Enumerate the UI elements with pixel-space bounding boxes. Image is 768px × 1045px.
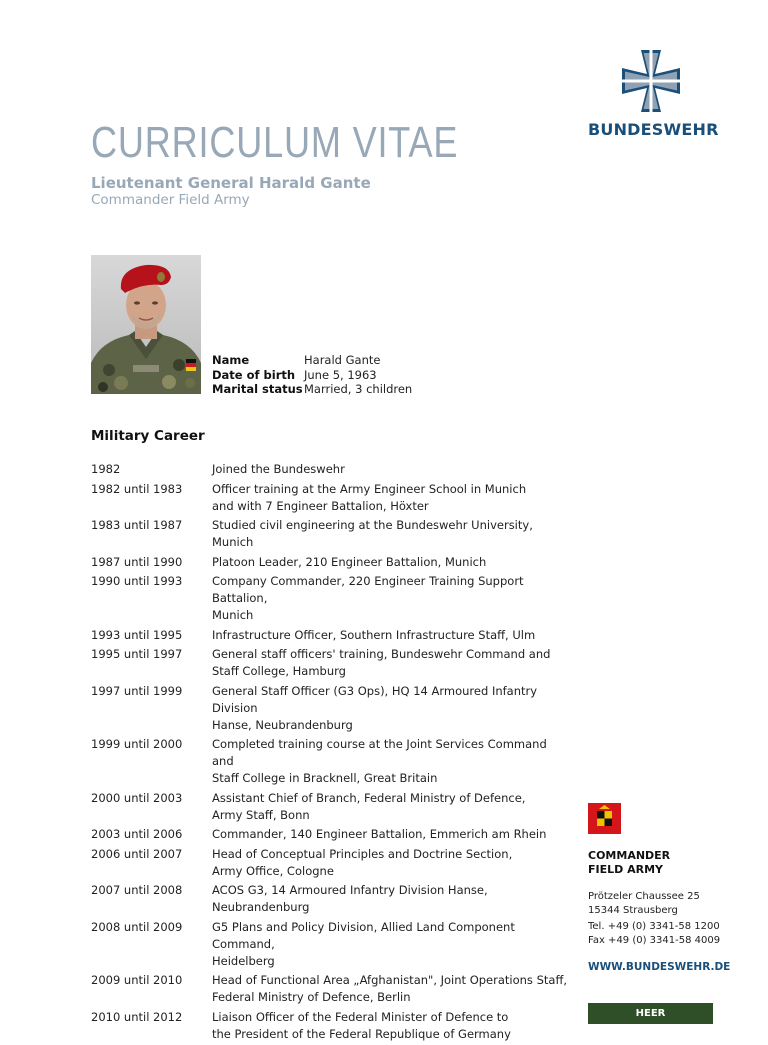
career-description [212, 919, 571, 970]
heer-banner: HEER [588, 1003, 713, 1024]
career-entry [91, 517, 571, 551]
personal-row-marital [212, 382, 412, 397]
career-description-line: Staff College, Hamburg [212, 664, 346, 678]
career-description [212, 846, 571, 880]
career-date: 2006 until 2007 [91, 846, 183, 861]
career-date: 1999 until 2000 [91, 737, 183, 751]
personal-value: Married, 3 children [304, 382, 413, 396]
career-date: 1993 until 1995 [91, 627, 183, 642]
postal-address [588, 890, 700, 918]
career-description-line: Officer training at the Army Engineer School in Munich [212, 481, 527, 496]
personal-label: Date of birth [212, 367, 296, 382]
career-description-line: Hanse, Neubrandenburg [212, 717, 353, 732]
career-description [212, 481, 571, 515]
career-entry [91, 846, 571, 880]
career-description-line: Army Office, Cologne [212, 863, 334, 878]
command-title-line1: COMMANDER [588, 849, 671, 862]
career-description-line: General Staff Officer (G3 Ops), HQ 14 Armoured Infantry Division [212, 683, 538, 715]
career-entry [91, 790, 571, 824]
personal-row-birth [212, 368, 412, 383]
career-description [212, 683, 571, 734]
career-description-line: Commander, 140 Engineer Battalion, Emmerich am Rhein [212, 827, 547, 841]
career-date: 1982 until 1983 [91, 481, 183, 496]
iron-cross-icon [618, 50, 684, 112]
career-description [212, 1009, 571, 1043]
career-entry [91, 646, 571, 680]
career-entry [91, 826, 571, 843]
personal-value: June 5, 1963 [304, 367, 377, 382]
career-date: 1997 until 1999 [91, 683, 183, 698]
career-description-line: and with 7 Engineer Battalion, Höxter [212, 498, 429, 513]
career-description-line: Platoon Leader, 210 Engineer Battalion, Munich [212, 554, 487, 569]
career-description-line: Joined the Bundeswehr [212, 462, 345, 476]
career-description-line: Completed training course at the Joint Services Command and [212, 737, 547, 768]
career-entry [91, 573, 571, 624]
career-entry [91, 882, 571, 916]
personal-label: Marital status [212, 382, 303, 396]
career-description [212, 627, 571, 644]
career-list [91, 461, 571, 1045]
career-description [212, 646, 571, 680]
career-entry [91, 919, 571, 970]
career-description [212, 573, 571, 624]
command-title-line2: FIELD ARMY [588, 862, 663, 876]
career-entry [91, 481, 571, 515]
career-description-line: Heidelberg [212, 953, 275, 968]
bundeswehr-logo [588, 50, 719, 139]
personal-value: Harald Gante [304, 353, 381, 367]
career-description-line: Munich [212, 608, 254, 622]
career-date: 2007 until 2008 [91, 883, 183, 897]
career-description-line: ACOS G3, 14 Armoured Infantry Division Hanse, Neubrandenburg [212, 883, 488, 914]
career-date: 1982 [91, 462, 121, 476]
career-description [212, 736, 571, 787]
career-description-line: the President of the Federal Republique of Germany [212, 1026, 511, 1041]
phone-number: Tel. +49 (0) 3341-58 1200 [588, 921, 720, 932]
career-date: 2003 until 2006 [91, 827, 183, 841]
career-description-line: Liaison Officer of the Federal Minister of Defence to [212, 1009, 509, 1024]
personal-label: Name [212, 353, 250, 367]
officer-position: Commander Field Army [91, 192, 250, 208]
career-entry [91, 683, 571, 734]
career-entry [91, 627, 571, 644]
career-entry [91, 1009, 571, 1043]
career-description [212, 882, 571, 916]
career-description-line: Assistant Chief of Branch, Federal Ministry of Defence, [212, 790, 526, 805]
career-description-line: Head of Conceptual Principles and Doctrine Section, [212, 846, 513, 861]
career-description-line: Infrastructure Officer, Southern Infrastructure Staff, Ulm [212, 627, 536, 642]
career-description [212, 826, 571, 843]
career-date: 2000 until 2003 [91, 790, 183, 805]
career-entry [91, 736, 571, 787]
career-entry [91, 972, 571, 1006]
career-date: 2009 until 2010 [91, 973, 183, 987]
career-description-line: Army Staff, Bonn [212, 807, 310, 822]
section-title-military-career: Military Career [91, 428, 205, 444]
career-description-line: Company Commander, 220 Engineer Training Support Battalion, [212, 574, 524, 605]
career-date: 1987 until 1990 [91, 554, 183, 569]
career-entry [91, 461, 571, 478]
career-date: 1990 until 1993 [91, 574, 183, 588]
command-title [588, 849, 670, 876]
career-description [212, 554, 571, 571]
address-city: 15344 Strausberg [588, 905, 678, 916]
career-description-line: Staff College in Bracknell, Great Britain [212, 771, 438, 785]
field-army-emblem [588, 803, 621, 834]
officer-name: Lieutenant General Harald Gante [91, 174, 371, 192]
career-date: 1983 until 1987 [91, 518, 183, 532]
career-date: 2008 until 2009 [91, 919, 183, 934]
career-date: 2010 until 2012 [91, 1009, 183, 1024]
career-entry [91, 554, 571, 571]
website-link[interactable]: WWW.BUNDESWEHR.DE [588, 961, 731, 973]
career-description [212, 461, 571, 478]
career-description [212, 517, 571, 551]
address-street: Prötzeler Chaussee 25 [588, 891, 700, 902]
career-description-line: Head of Functional Area „Afghanistan", Joint Operations Staff, [212, 973, 568, 987]
career-description-line: G5 Plans and Policy Division, Allied Land Component Command, [212, 919, 515, 951]
page-title: CURRICULUM VITAE [91, 118, 459, 167]
phone-block [588, 920, 720, 948]
personal-row-name [212, 353, 412, 368]
career-description-line: Federal Ministry of Defence, Berlin [212, 990, 411, 1004]
career-description-line: Studied civil engineering at the Bundeswehr University, Munich [212, 518, 533, 549]
career-description [212, 972, 571, 1006]
fax-number: Fax +49 (0) 3341-58 4009 [588, 935, 721, 946]
logo-text: BUNDESWEHR [588, 120, 719, 139]
career-description [212, 790, 571, 824]
personal-details [212, 353, 412, 397]
career-date: 1995 until 1997 [91, 647, 183, 661]
career-description-line: General staff officers' training, Bundeswehr Command and [212, 647, 551, 661]
portrait-photo [91, 255, 201, 394]
